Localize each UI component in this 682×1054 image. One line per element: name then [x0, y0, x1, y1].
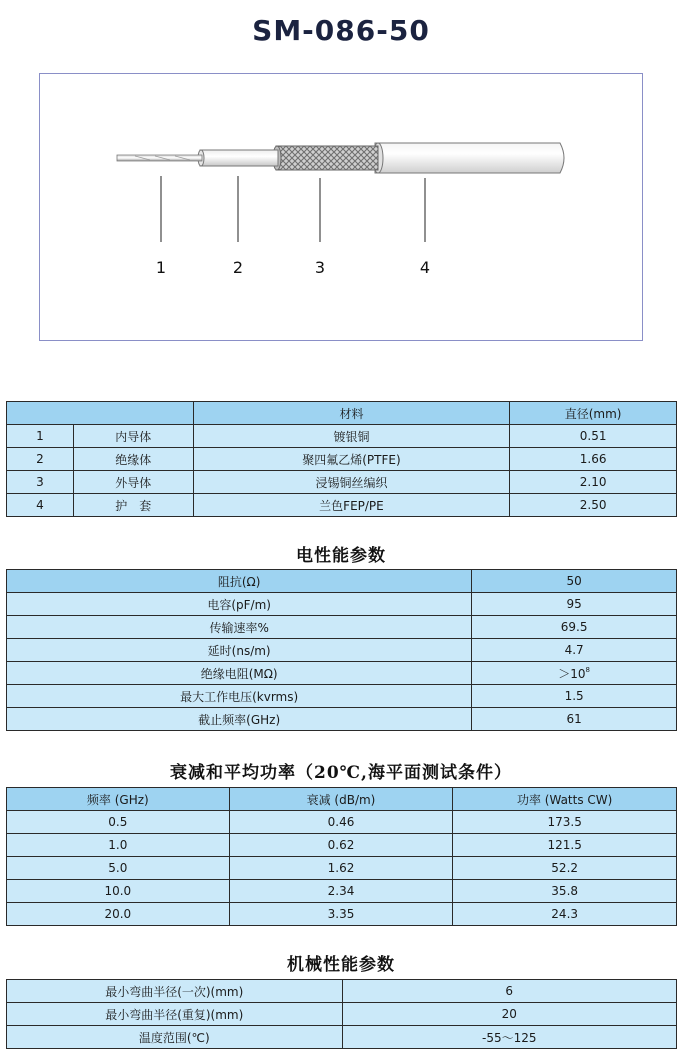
param-value: 50	[472, 570, 677, 593]
frequency-cell: 0.5	[7, 811, 230, 834]
attenuation-cell: 0.62	[229, 834, 453, 857]
table-row	[7, 616, 677, 639]
component-name: 外导体	[73, 471, 193, 494]
table-row	[7, 685, 677, 708]
component-material: 兰色FEP/PE	[193, 494, 510, 517]
table-row	[7, 857, 677, 880]
table-row	[7, 494, 677, 517]
callout-3: 3	[314, 258, 326, 277]
attenuation-section-title: 衰减和平均功率（20℃,海平面测试条件）	[170, 763, 512, 783]
table-row	[7, 471, 677, 494]
attenuation-cell: 1.62	[229, 857, 453, 880]
callout-2: 2	[232, 258, 244, 277]
page-title: SM-086-50	[252, 14, 430, 47]
attenuation-header-row	[7, 788, 677, 811]
param-value: 61	[472, 708, 677, 731]
jacket	[373, 143, 564, 173]
mechanical-section-title: 机械性能参数	[287, 955, 395, 975]
param-label: 最小弯曲半径(一次)(mm)	[7, 980, 343, 1003]
power-cell: 121.5	[453, 834, 677, 857]
row-number: 4	[7, 494, 74, 517]
row-number: 2	[7, 448, 74, 471]
table-row	[7, 811, 677, 834]
dielectric	[198, 150, 278, 166]
component-material: 镀银铜	[193, 425, 510, 448]
param-value: 6	[342, 980, 677, 1003]
frequency-cell: 5.0	[7, 857, 230, 880]
row-number: 1	[7, 425, 74, 448]
param-value: 1.5	[472, 685, 677, 708]
table-row	[7, 903, 677, 926]
param-label: 阻抗(Ω)	[7, 570, 472, 593]
component-diameter: 2.10	[510, 471, 677, 494]
power-cell: 52.2	[453, 857, 677, 880]
header-frequency: 频率 (GHz)	[7, 788, 230, 811]
electrical-section-title: 电性能参数	[296, 546, 386, 566]
component-material: 聚四氟乙烯(PTFE)	[193, 448, 510, 471]
param-value: 95	[472, 593, 677, 616]
component-name: 内导体	[73, 425, 193, 448]
callout-4: 4	[419, 258, 431, 277]
component-name: 护 套	[73, 494, 193, 517]
param-label: 最小弯曲半径(重复)(mm)	[7, 1003, 343, 1026]
table-row	[7, 425, 677, 448]
param-value: -55～125	[342, 1026, 677, 1049]
value-exponent: 8	[585, 665, 591, 674]
power-cell: 24.3	[453, 903, 677, 926]
param-label: 温度范围(℃)	[7, 1026, 343, 1049]
value-text: ＞10	[558, 666, 586, 681]
materials-header-row	[7, 402, 677, 425]
header-power: 功率 (Watts CW)	[453, 788, 677, 811]
param-label: 截止频率(GHz)	[7, 708, 472, 731]
component-diameter: 0.51	[510, 425, 677, 448]
param-label: 电容(pF/m)	[7, 593, 472, 616]
component-diameter: 2.50	[510, 494, 677, 517]
power-cell: 35.8	[453, 880, 677, 903]
materials-header-diameter: 直径(mm)	[510, 402, 677, 425]
attenuation-table	[6, 787, 677, 926]
inner-conductor	[117, 155, 202, 161]
materials-header-blank	[7, 402, 194, 425]
table-row	[7, 834, 677, 857]
component-diameter: 1.66	[510, 448, 677, 471]
param-value: 69.5	[472, 616, 677, 639]
mechanical-table	[6, 979, 677, 1049]
frequency-cell: 10.0	[7, 880, 230, 903]
braid-shield	[273, 146, 378, 170]
power-cell: 173.5	[453, 811, 677, 834]
table-row	[7, 570, 677, 593]
component-name: 绝缘体	[73, 448, 193, 471]
materials-header-material: 材料	[193, 402, 510, 425]
table-row	[7, 880, 677, 903]
attenuation-cell: 0.46	[229, 811, 453, 834]
component-material: 浸锡铜丝编织	[193, 471, 510, 494]
table-row	[7, 448, 677, 471]
table-row	[7, 708, 677, 731]
frequency-cell: 20.0	[7, 903, 230, 926]
attenuation-cell: 3.35	[229, 903, 453, 926]
attenuation-cell: 2.34	[229, 880, 453, 903]
param-value	[472, 662, 677, 685]
table-row	[7, 980, 677, 1003]
row-number: 3	[7, 471, 74, 494]
frequency-cell: 1.0	[7, 834, 230, 857]
table-row	[7, 639, 677, 662]
table-row	[7, 593, 677, 616]
param-label: 绝缘电阻(MΩ)	[7, 662, 472, 685]
param-label: 传输速率%	[7, 616, 472, 639]
callout-1: 1	[155, 258, 167, 277]
table-row	[7, 1003, 677, 1026]
materials-table	[6, 401, 677, 517]
cable-illustration	[39, 73, 643, 341]
header-attenuation: 衰减 (dB/m)	[229, 788, 453, 811]
param-label: 最大工作电压(kvrms)	[7, 685, 472, 708]
cable-drawing	[40, 74, 644, 342]
table-row	[7, 1026, 677, 1049]
param-value: 20	[342, 1003, 677, 1026]
param-label: 延时(ns/m)	[7, 639, 472, 662]
table-row	[7, 662, 677, 685]
electrical-table	[6, 569, 677, 731]
param-value: 4.7	[472, 639, 677, 662]
